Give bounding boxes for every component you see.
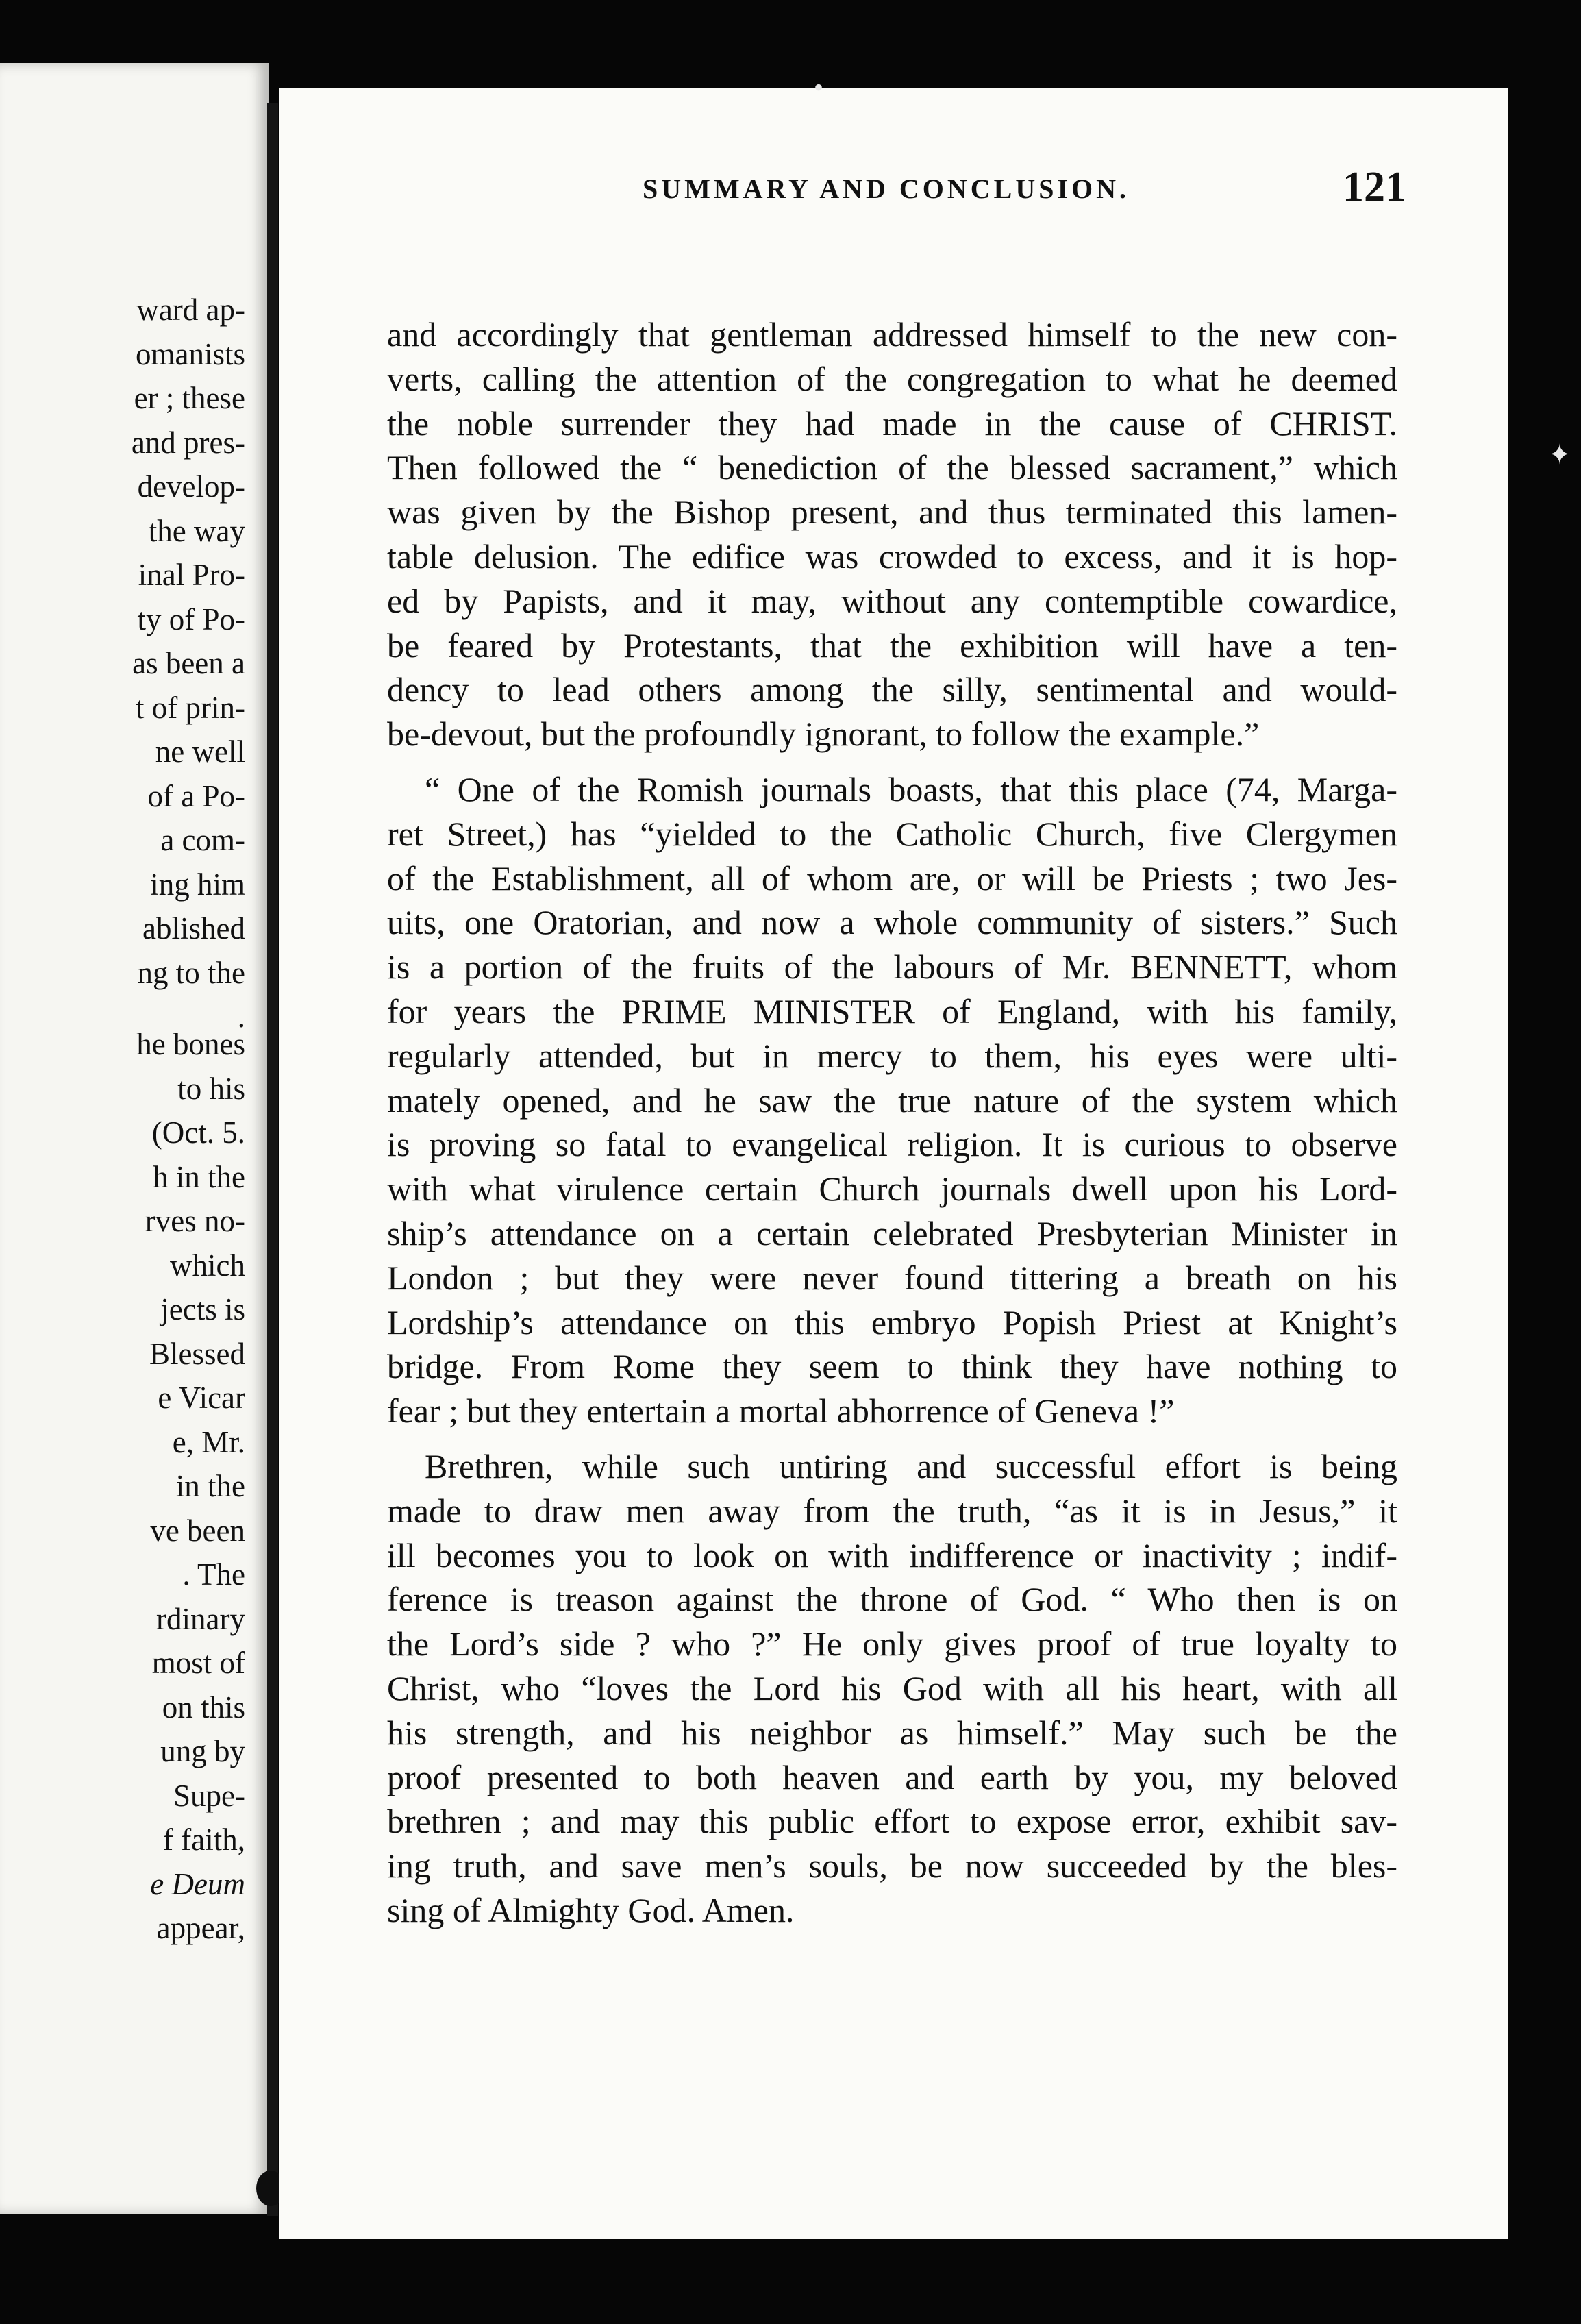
text-line: Then followed the “ benediction of the blessed sacrament,” which [387,448,1397,487]
left-page-line: on this [162,1690,245,1725]
left-page-line: rves no- [145,1204,245,1238]
left-page-line: most of [151,1646,245,1680]
text-line: the noble surrender they had made in the cause of CHRIST. [387,404,1397,443]
text-line: mately opened, and he saw the true nature of the system which [387,1080,1397,1120]
text-line: proof presented to both heaven and earth by you, my beloved [387,1757,1397,1796]
text-line: brethren ; and may this public effort to expose error, exhibit sav- [387,1802,1397,1841]
text-line: ill becomes you to look on with indifference or inactivity ; indif- [387,1535,1397,1574]
left-page-line: ne well [155,734,245,769]
text-line: is proving so fatal to evangelical religion. It is curious to observe [387,1125,1397,1164]
text-line: table delusion. The edifice was crowded to excess, and it is hop- [387,537,1397,576]
text-line: ference is treason against the throne of God. “ Who then is on [387,1580,1397,1619]
text-line: fear ; but they entertain a mortal abhorrence of Geneva !” [387,1392,1175,1431]
left-page-line: which [170,1248,245,1283]
left-page-line: e, Mr. [172,1424,245,1459]
left-page-line: er ; these [134,381,245,415]
left-facing-page [0,63,269,2214]
page-number: 121 [1343,164,1406,210]
left-page-line: to his [177,1071,245,1106]
text-line: uits, one Oratorian, and now a whole community of sisters.” Such [387,903,1397,942]
left-page-line: . [237,1000,245,1034]
left-page-line: (Oct. 5. [151,1115,245,1150]
text-line: regularly attended, but in mercy to them, his eyes were ulti- [387,1036,1397,1075]
text-line: with what virulence certain Church journals dwell upon his Lord- [387,1170,1397,1209]
text-line: “ One of the Romish journals boasts, that this place (74, Marga- [425,770,1397,808]
text-line: Brethren, while such untiring and successful effort is being [425,1447,1397,1485]
scan-speck: • [814,72,824,103]
left-page-line: and pres- [131,425,245,460]
text-line: is a portion of the fruits of the labours of Mr. BENNETT, whom [387,948,1397,987]
left-page-line: develop- [137,469,245,504]
left-page-line: ve been [150,1513,245,1548]
text-line: sing of Almighty God. Amen. [387,1891,795,1929]
left-page-line: omanists [135,336,245,371]
left-page-line: of a Po- [147,778,245,813]
left-page-line: . The [182,1557,245,1592]
text-line: bridge. From Rome they seem to think they have nothing to [387,1347,1397,1386]
text-line: Lordship’s attendance on this embryo Popish Priest at Knight’s [387,1302,1397,1342]
left-page-line: in the [175,1469,245,1503]
left-page-line: jects is [160,1292,245,1326]
left-page-line: t of prin- [136,690,245,725]
left-page-line: e Deum [150,1866,245,1901]
left-page-line: ablished [142,911,245,945]
text-line: and accordingly that gentleman addressed himself to the new con- [387,315,1397,354]
left-page-line: e Vicar [158,1381,245,1415]
text-line: be-devout, but the profoundly ignorant, to follow the example.” [387,715,1260,754]
text-line: made to draw men away from the truth, “as it is in Jesus,” it [387,1491,1397,1530]
left-page-line: inal Pro- [138,558,245,592]
text-line: ship’s attendance on a certain celebrated Presbyterian Minister in [387,1214,1397,1252]
text-line: his strength, and his neighbor as himself.” May such be the [387,1713,1397,1752]
text-line: ing truth, and save men’s souls, be now succeeded by the bles- [387,1846,1397,1886]
scan-speck: ✦ [1548,439,1571,470]
left-page-line: ng to the [137,955,245,990]
text-line: verts, calling the attention of the congregation to what he deemed [387,359,1397,398]
text-line: was given by the Bishop present, and thus terminated this lamen- [387,493,1397,532]
left-page-line: Supe- [173,1778,245,1813]
left-page-line: ward ap- [136,293,245,327]
left-page-line: a com- [160,823,245,857]
left-page-line: he bones [136,1027,245,1061]
page-header [358,163,1406,218]
left-page-line: ung by [160,1734,245,1768]
left-page-line: appear, [156,1911,245,1945]
left-page-line: f faith, [163,1822,245,1857]
text-line: London ; but they were never found tittering a breath on his [387,1258,1397,1297]
left-page-line: ty of Po- [137,602,245,636]
left-page-line: as been a [132,646,245,680]
text-line: of the Establishment, all of whom are, or will be Priests ; two Jes- [387,858,1397,898]
text-line: ret Street,) has “yielded to the Catholic Church, five Clergymen [387,814,1397,853]
text-line: be feared by Protestants, that the exhibition will have a ten- [387,626,1397,665]
left-page-line: ing him [150,867,245,902]
left-page-line: Blessed [149,1336,245,1371]
left-page-line: the way [148,513,245,548]
text-line: the Lord’s side ? who ?” He only gives proof of true loyalty to [387,1624,1397,1664]
left-page-line: rdinary [156,1601,245,1636]
running-head: SUMMARY AND CONCLUSION. [643,173,1130,204]
left-page-line: h in the [153,1159,245,1194]
book-gutter [267,103,278,2216]
text-line: dency to lead others among the silly, sentimental and would- [387,670,1397,709]
text-line: ed by Papists, and it may, without any contemptible cowardice, [387,581,1397,620]
text-line: Christ, who “loves the Lord his God with all his heart, with all [387,1669,1397,1707]
text-line: for years the PRIME MINISTER of England, with his family, [387,992,1397,1030]
